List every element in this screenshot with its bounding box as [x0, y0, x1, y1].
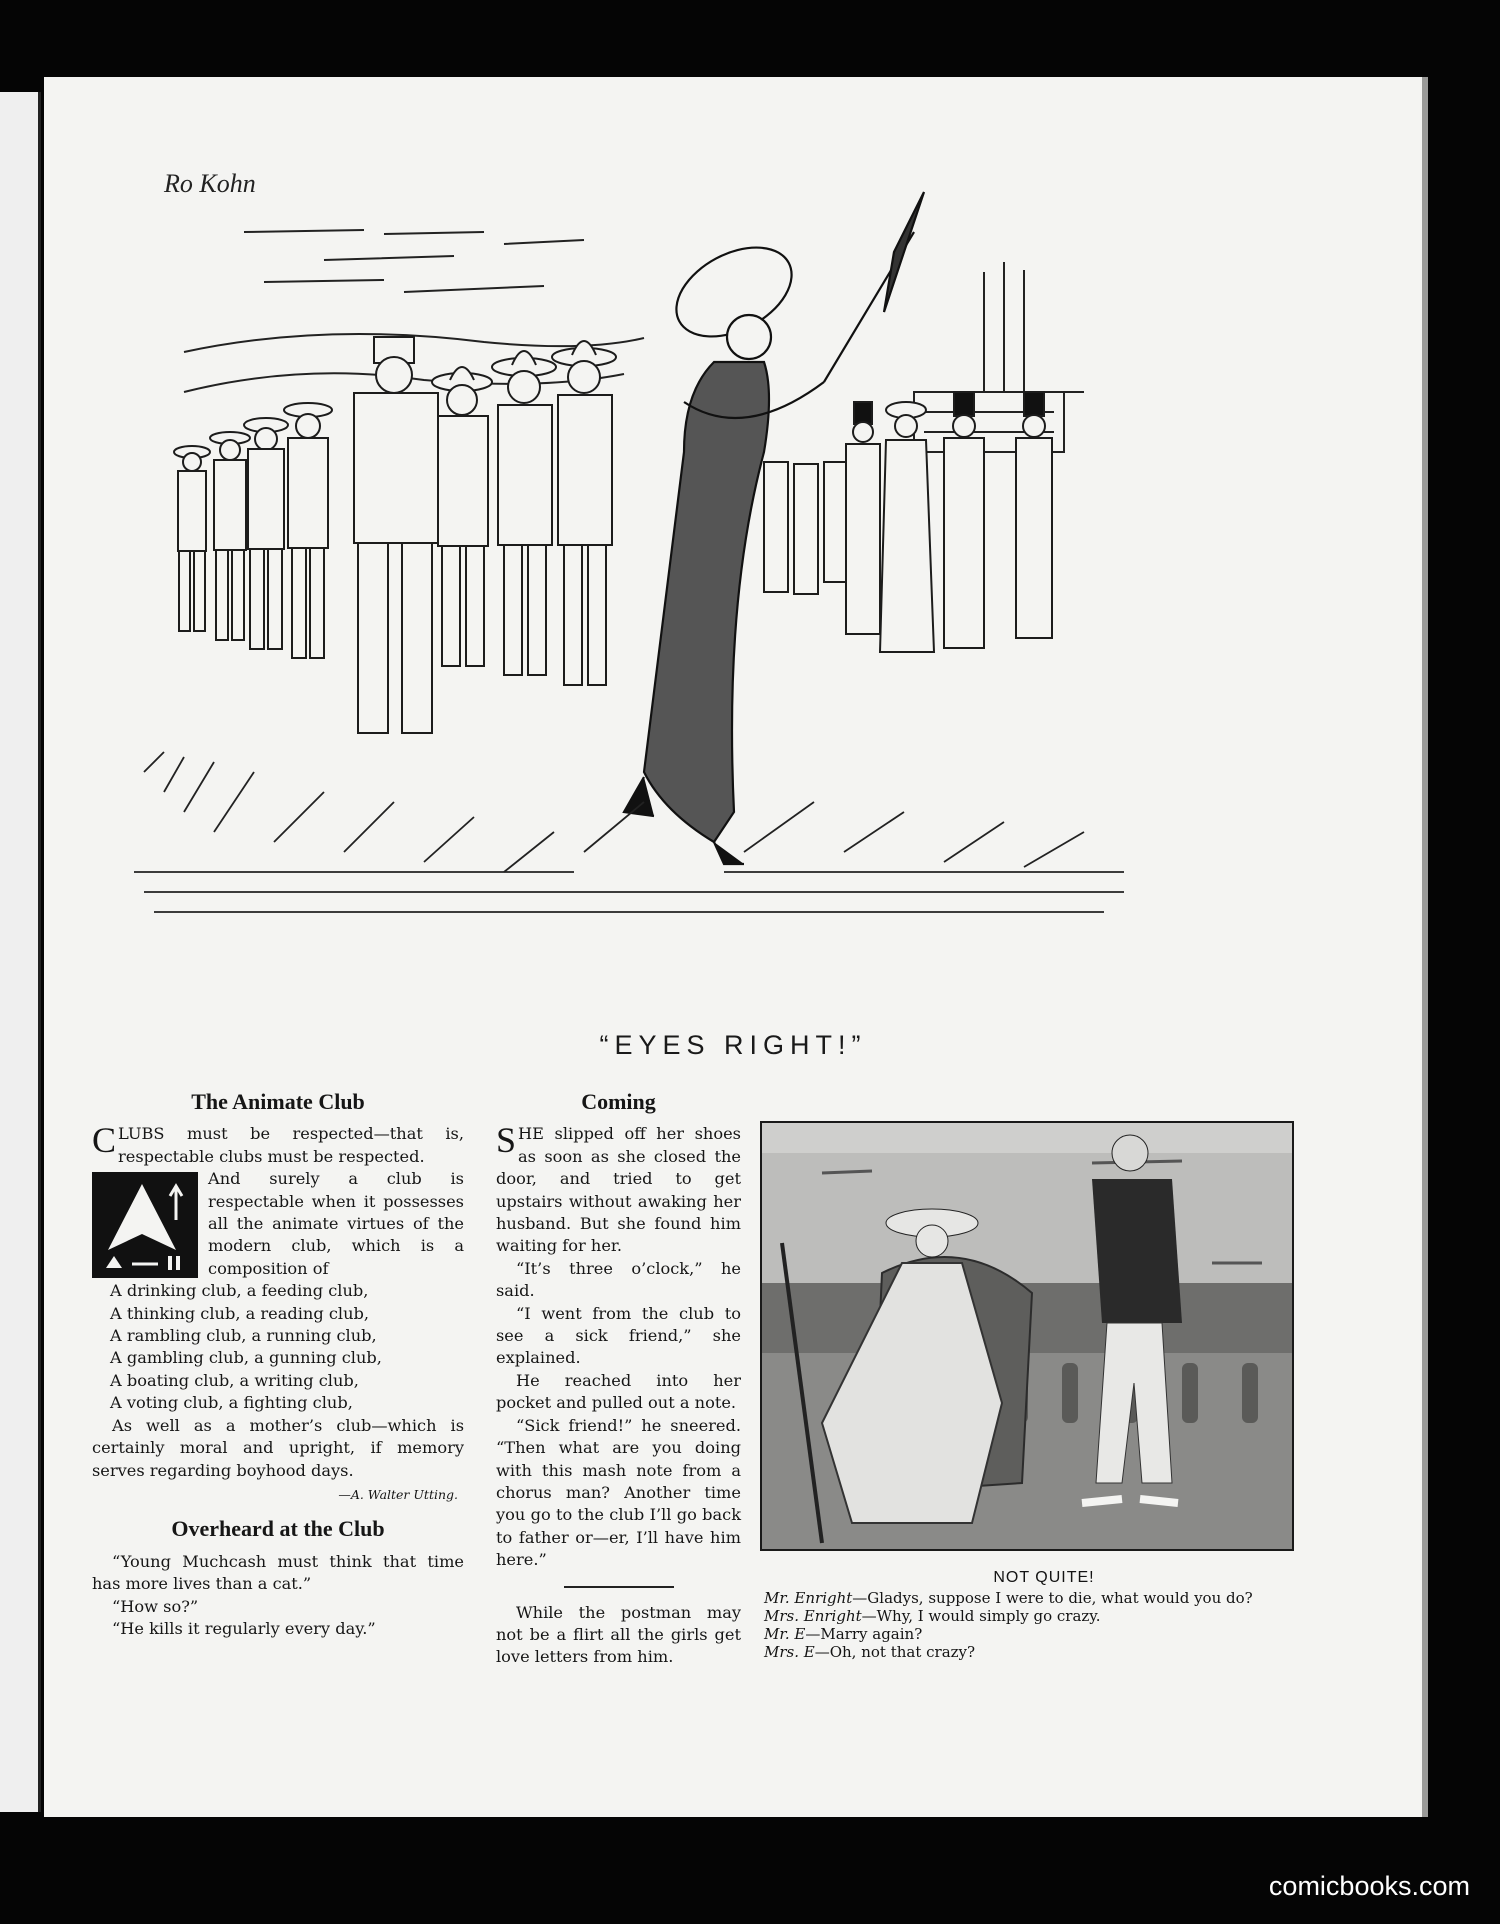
- column-middle: [496, 1091, 741, 1669]
- speaker: Mr. E: [764, 1625, 806, 1643]
- verse-line: A boating club, a writing club,: [110, 1370, 359, 1390]
- coming-paragraph: “Sick friend!” he sneered. “Then what are you doing with this mash note from a chorus man? Another time you go to the club I’ll go back to father or—er, I’ll have him here.”: [496, 1415, 741, 1570]
- page-edge: [1422, 77, 1428, 1817]
- animate-club-paragraph: And surely a club is respectable when it possesses all the animate virtues of the modern club, which is a composition of: [208, 1169, 464, 1278]
- animate-club-byline: —A. Walter Utting.: [338, 1486, 458, 1502]
- eyes-right-cartoon: [124, 152, 1304, 1092]
- club-emblem-icon: [92, 1172, 198, 1278]
- animate-club-dropcap: C: [92, 1120, 117, 1161]
- column-left: [92, 1091, 464, 1640]
- animate-club-closing: As well as a mother’s club—which is certainly moral and upright, if memory serves regarding boyhood days.: [92, 1415, 464, 1480]
- coming-paragraph: “I went from the club to see a sick friend,” she explained.: [496, 1303, 741, 1368]
- coming-heading: Coming: [581, 1089, 656, 1114]
- overheard-line: “He kills it regularly every day.”: [112, 1618, 376, 1638]
- overheard-line: “How so?”: [112, 1596, 199, 1616]
- verse-line: A rambling club, a running club,: [110, 1326, 377, 1346]
- animate-club-verse: [92, 1280, 464, 1414]
- coming-lead: HE slipped off her shoes as soon as she closed the door, and tried to get upstairs without awaking her husband. But she found him waiting for her.: [496, 1124, 741, 1256]
- not-quite-caption: [764, 1569, 1324, 1661]
- coming-paragraph: “It’s three o’clock,” he said.: [496, 1258, 741, 1301]
- verse-line: A gambling club, a gunning club,: [110, 1348, 382, 1368]
- overheard-line: “Young Muchcash must think that time has more lives than a cat.”: [92, 1551, 464, 1594]
- animate-club-heading: The Animate Club: [191, 1089, 365, 1114]
- coming-paragraph: He reached into her pocket and pulled out a note.: [496, 1370, 741, 1413]
- speaker: Mr. Enright: [764, 1589, 853, 1607]
- dialogue-text: —Why, I would simply go crazy.: [861, 1607, 1101, 1625]
- dialogue-text: —Marry again?: [805, 1625, 923, 1643]
- speaker: Mrs. Enright: [764, 1607, 862, 1625]
- overheard-heading: Overheard at the Club: [171, 1516, 385, 1542]
- animate-club-lead: LUBS must be respected—that is, respectable clubs must be respected.: [118, 1124, 464, 1166]
- balcony-scene: [762, 1123, 1292, 1549]
- postman-joke: While the postman may not be a flirt all the girls get love letters from him.: [496, 1602, 741, 1667]
- not-quite-illustration: [760, 1121, 1294, 1551]
- verse-line: A thinking club, a reading club,: [110, 1303, 370, 1323]
- dialogue-line: [764, 1589, 1324, 1607]
- not-quite-title: NOT QUITE!: [993, 1569, 1095, 1586]
- cartoon-caption: “EYES RIGHT!”: [599, 1030, 867, 1060]
- dialogue-line: [764, 1625, 1324, 1643]
- artist-signature: Ro Kohn: [164, 169, 256, 198]
- coming-dropcap: S: [496, 1120, 517, 1161]
- dialogue-line: [764, 1607, 1324, 1625]
- dialogue-text: —Gladys, suppose I were to die, what would you do?: [852, 1589, 1253, 1607]
- verse-line: A drinking club, a feeding club,: [110, 1281, 369, 1301]
- facing-page-edge: [0, 92, 41, 1812]
- section-divider: [564, 1586, 674, 1588]
- magazine-page: [44, 77, 1422, 1817]
- speaker: Mrs. E: [764, 1643, 815, 1661]
- dialogue-line: [764, 1643, 1324, 1661]
- verse-line: A voting club, a fighting club,: [110, 1393, 353, 1413]
- dialogue-text: —Oh, not that crazy?: [814, 1643, 976, 1661]
- watermark-link[interactable]: comicbooks.com: [1268, 1871, 1470, 1901]
